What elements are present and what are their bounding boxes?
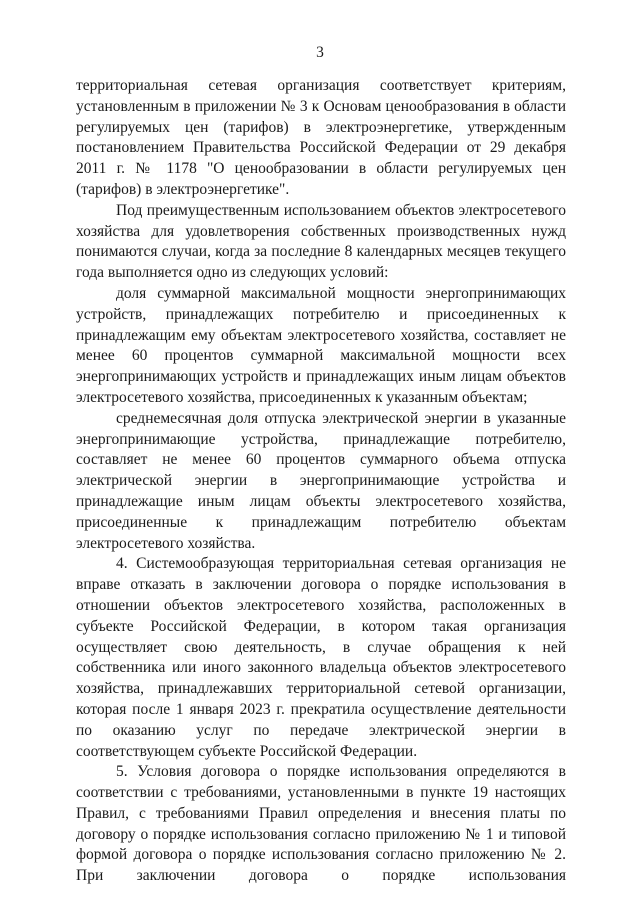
document-body xyxy=(76,76,566,887)
paragraph-item-4: 4. Системообразующая территориальная сетевая организация не вправе отказать в заключении договора о порядке использования в отношении объектов электросетевого хозяйства, расположенных в субъекте Российской Федерации, в котором такая организация осуществляет свою деятельность, в случае обращения к ней собственника или иного законного владельца объектов электросетевого хозяйства, принадлежавших территориальной сетевой организации, которая после 1 января 2023 г. прекратила осуществление деятельности по оказанию услуг по передаче электрической энергии в соответствующем субъекте Российской Федерации. xyxy=(76,555,566,760)
paragraph-capacity-share-condition: доля суммарной максимальной мощности энергопринимающих устройств, принадлежащих потребителю и присоединенных к принадлежащим ему объектам электросетевого хозяйства, составляет не менее 60 процентов суммарной максимальной мощности всех энергопринимающих устройств и принадлежащих иным лицам объектов электросетевого хозяйства, присоединенных к указанным объектам; xyxy=(76,284,566,406)
paragraph-energy-supply-share-condition: среднемесячная доля отпуска электрической энергии в указанные энергопринимающие устройства, принадлежащие потребителю, составляет не менее 60 процентов суммарного объема отпуска электрической энергии в энергопринимающие устройства и принадлежащие иным лицам объекты электросетевого хозяйства, присоединенные к принадлежащим потребителю объектам электросетевого хозяйства. xyxy=(76,409,566,552)
paragraph-item-5: 5. Условия договора о порядке использования определяются в соответствии с требованиями, установленными в пункте 19 настоящих Правил, с требованиями Правил определения и внесения платы по договору о порядке использования согласно приложению № 1 и типовой формой договора о порядке использования согласно приложению № 2. При заключении договора о порядке использования xyxy=(76,763,566,885)
page-number: 3 xyxy=(316,44,324,61)
paragraph-criteria-continuation: территориальная сетевая организация соответствует критериям, установленным в приложении № 3 к Основам ценообразования в области регулируемых цен (тарифов) в электроэнергетике, утвержденным постановлением Правительства Российской Федерации от 29 декабря 2011 г. № 1178 "О ценообразовании в области регулируемых цен (тарифов) в электроэнергетике". xyxy=(76,77,566,198)
paragraph-predominant-use-definition: Под преимущественным использованием объектов электросетевого хозяйства для удовлетворения собственных производственных нужд понимаются случаи, когда за последние 8 календарных месяцев текущего года выполняется одно из следующих условий: xyxy=(76,201,566,282)
